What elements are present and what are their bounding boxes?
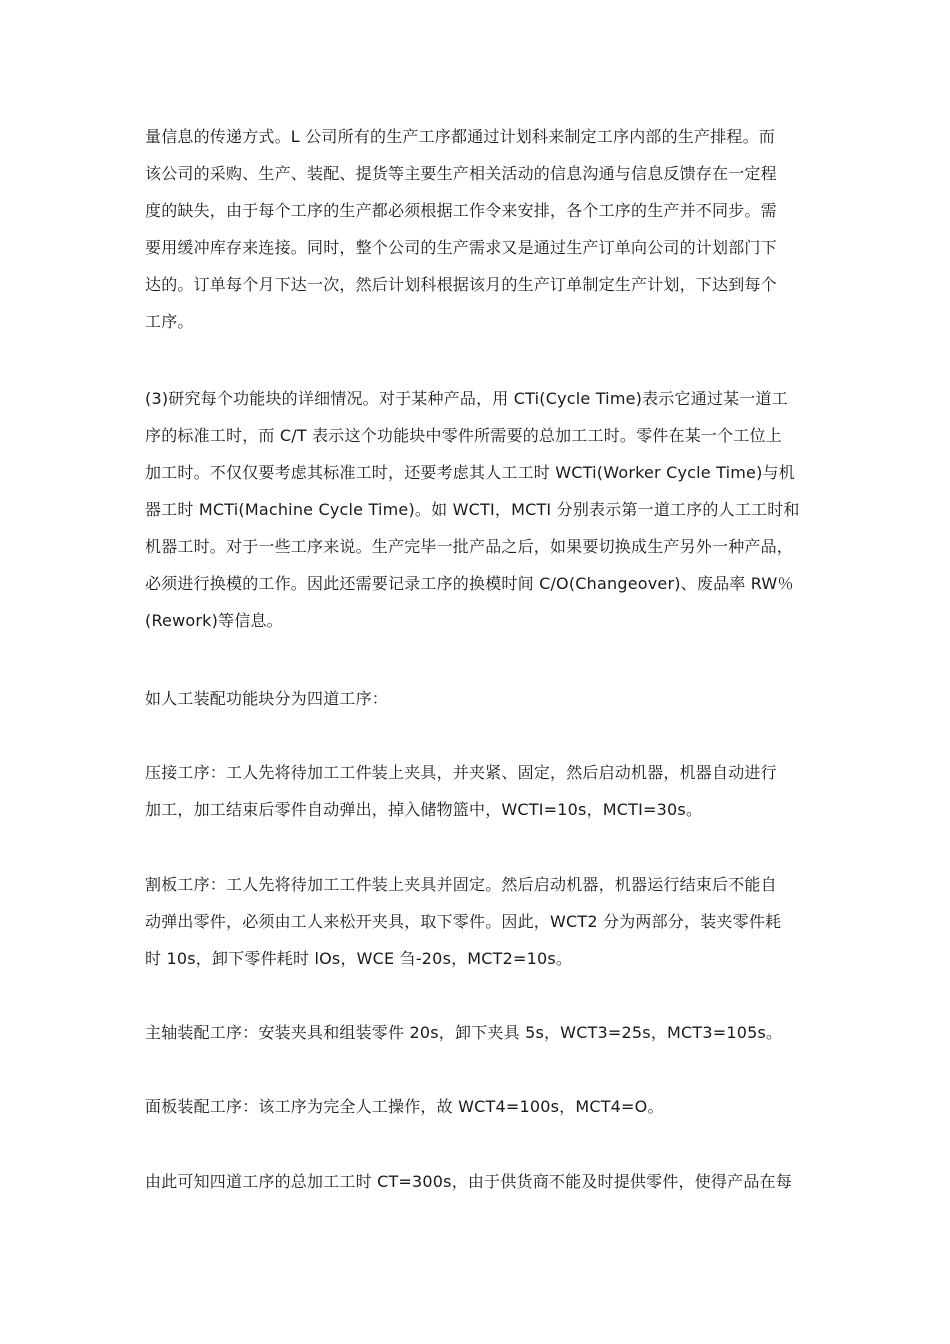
text-line: 器工时 MCTi(Machine Cycle Time)。如 WCTI，MCTI 分别表示第一道工序的人工工时和 [145, 500, 800, 519]
text-line: 加工，加工结束后零件自动弹出，掉入储物篮中，WCTI=10s，MCTI=30s。 [145, 800, 703, 819]
text-line: 该公司的采购、生产、装配、提货等主要生产相关活动的信息沟通与信息反馈存在一定程 [145, 164, 777, 183]
text-line: 必须进行换模的工作。因此还需要记录工序的换模时间 C/O(Changeover)、废品率 RW％ [145, 574, 794, 593]
text-line: 动弹出零件，必须由工人来松开夹具，取下零件。因此，WCT2 分为两部分，装夹零件耗 [145, 912, 782, 931]
text-line: 如人工装配功能块分为四道工序： [145, 689, 389, 708]
text-line: 度的缺失，由于每个工序的生产都必须根据工作令来安排，各个工序的生产并不同步。需 [145, 201, 777, 220]
text-line: 量信息的传递方式。L 公司所有的生产工序都通过计划科来制定工序内部的生产排程。而 [145, 127, 776, 146]
text-line: 时 10s，卸下零件耗时 lOs，WCE 刍-20s，MCT2=10s。 [145, 949, 573, 968]
text-line: 工序。 [145, 312, 194, 331]
text-line: 要用缓冲库存来连接。同时，整个公司的生产需求又是通过生产订单向公司的计划部门下 [145, 238, 777, 257]
text-line: 加工时。不仅仅要考虑其标准工时，还要考虑其人工工时 WCTi(Worker Cycle Time)与机 [145, 463, 795, 482]
text-line: (3)研究每个功能块的详细情况。对于某种产品，用 CTi(Cycle Time)表示它通过某一道工 [145, 389, 788, 408]
text-line: 达的。订单每个月下达一次，然后计划科根据该月的生产订单制定生产计划，下达到每个 [145, 275, 777, 294]
paragraph-crimping-step [145, 754, 815, 828]
text-line: 序的标准工时，而 C/T 表示这个功能块中零件所需要的总加工工时。零件在某一个工位上 [145, 426, 782, 445]
paragraph-total-time [145, 1163, 815, 1200]
text-line: 面板装配工序：该工序为完全人工操作，故 WCT4=100s，MCT4=O。 [145, 1097, 664, 1116]
paragraph-function-block-detail [145, 380, 815, 639]
paragraph-cutting-step [145, 866, 815, 977]
text-line: 机器工时。对于一些工序来说。生产完毕一批产品之后，如果要切换成生产另外一种产品， [145, 537, 794, 556]
text-line: 割板工序：工人先将待加工工件装上夹具并固定。然后启动机器，机器运行结束后不能自 [145, 875, 777, 894]
paragraph-panel-assembly-step [145, 1088, 815, 1125]
text-line: 主轴装配工序：安装夹具和组装零件 20s，卸下夹具 5s，WCT3=25s，MCT3=105s。 [145, 1023, 783, 1042]
text-line: 由此可知四道工序的总加工工时 CT=300s，由于供货商不能及时提供零件，使得产品在每 [145, 1172, 792, 1191]
text-line: (Rework)等信息。 [145, 611, 283, 630]
paragraph-spindle-assembly-step [145, 1014, 815, 1051]
paragraph-four-steps-intro [145, 680, 815, 717]
text-line: 压接工序：工人先将待加工工件装上夹具，并夹紧、固定，然后启动机器，机器自动进行 [145, 763, 777, 782]
paragraph-info-flow [145, 118, 815, 340]
